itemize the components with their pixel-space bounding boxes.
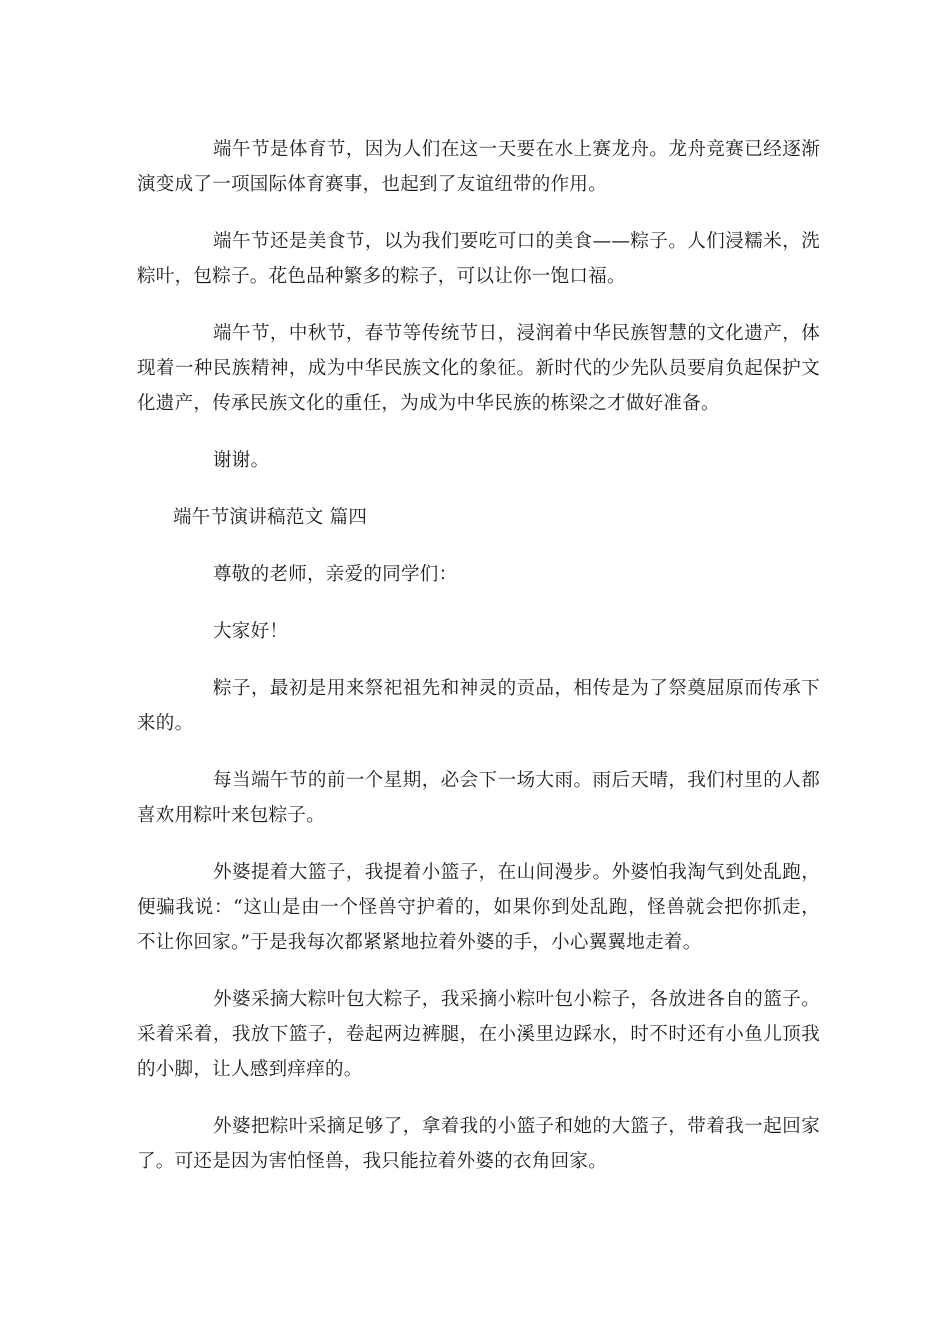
paragraph-picking-leaves: 外婆采摘大粽叶包大粽子，我采摘小粽叶包小粽子，各放进各自的篮子。采着采着，我放下篮子，卷起两边裤腿，在小溪里边踩水，时不时还有小鱼儿顶我的小脚，让人感到痒痒的。	[137, 989, 820, 1080]
paragraph-zongzi-origin: 粽子，最初是用来祭祀祖先和神灵的贡品，相传是为了祭奠屈原而传承下来的。	[137, 678, 820, 734]
paragraph-salutation: 尊敬的老师，亲爱的同学们：	[213, 564, 458, 585]
paragraph-greeting: 大家好！	[213, 621, 289, 642]
paragraph-dragon-boat: 端午节是体育节，因为人们在这一天要在水上赛龙舟。龙舟竞赛已经逐渐演变成了一项国际体育赛事，也起到了友谊纽带的作用。	[137, 139, 820, 195]
section-heading: 端午节演讲稿范文 篇四	[173, 507, 368, 528]
document-body	[137, 132, 820, 1201]
paragraph-food-festival: 端午节还是美食节，以为我们要吃可口的美食——粽子。人们浸糯米，洗粽叶，包粽子。花色品种繁多的粽子，可以让你一饱口福。	[137, 231, 820, 287]
paragraph-traditional-festivals: 端午节，中秋节，春节等传统节日，浸润着中华民族智慧的文化遗产，体现着一种民族精神，成为中华民族文化的象征。新时代的少先队员要肩负起保护文化遗产，传承民族文化的重任，为成为中华民族的栋梁之才做好准备。	[137, 323, 820, 414]
paragraph-mountain-walk: 外婆提着大篮子，我提着小篮子，在山间漫步。外婆怕我淘气到处乱跑，便骗我说：“这山是由一个怪兽守护着的，如果你到处乱跑，怪兽就会把你抓走，不让你回家。”于是我每次都紧紧地拉着外婆的手，小心翼翼地走着。	[137, 862, 820, 953]
paragraph-going-home: 外婆把粽叶采摘足够了，拿着我的小篮子和她的大篮子，带着我一起回家了。可还是因为害怕怪兽，我只能拉着外婆的衣角回家。	[137, 1116, 820, 1172]
paragraph-rain: 每当端午节的前一个星期，必会下一场大雨。雨后天晴，我们村里的人都喜欢用粽叶来包粽子。	[137, 770, 820, 826]
paragraph-thanks: 谢谢。	[213, 450, 270, 471]
